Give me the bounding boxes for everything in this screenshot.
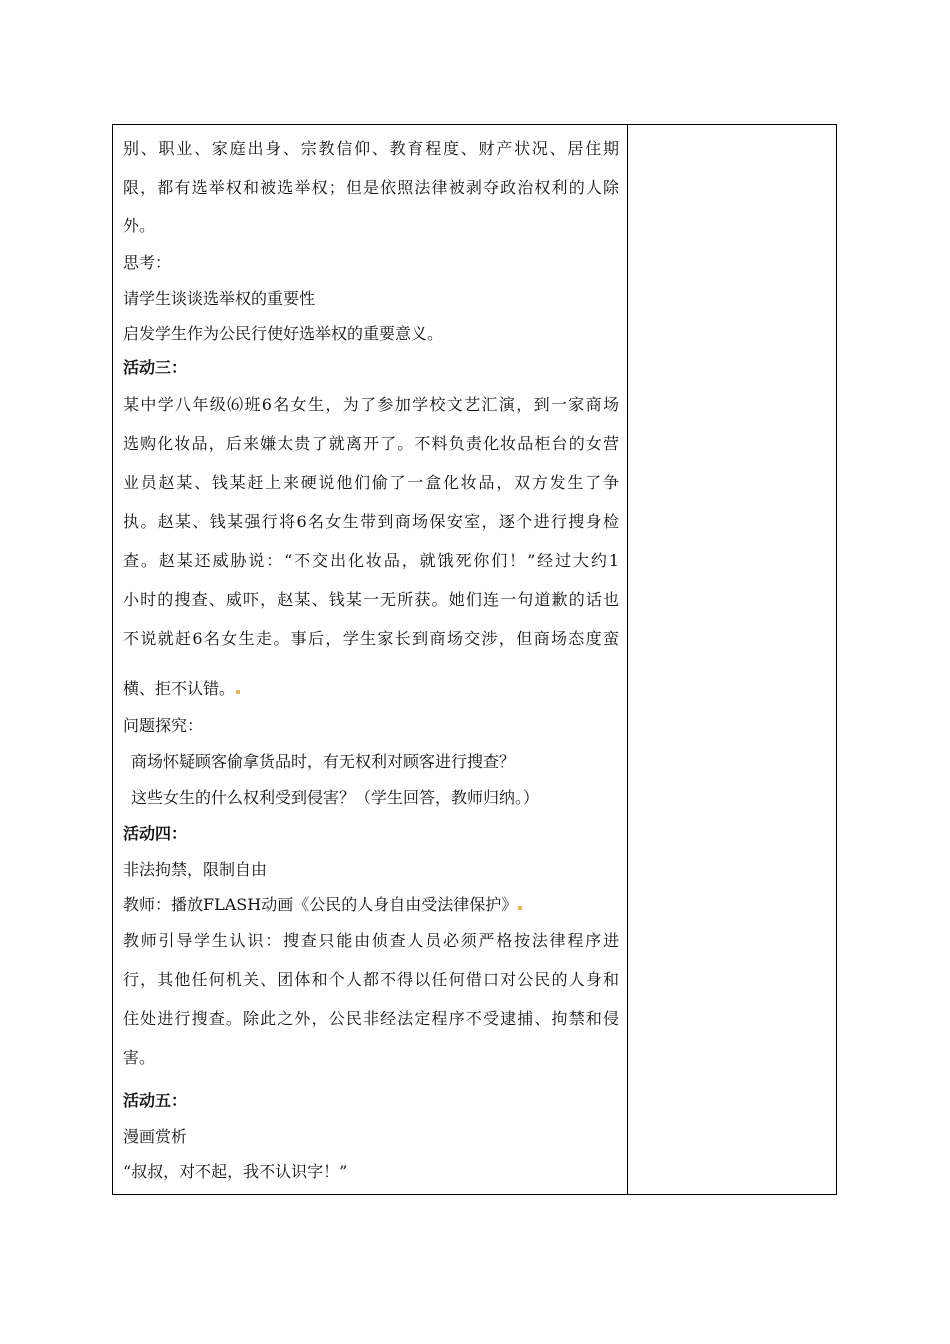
section-heading-activity-4: 活动四： — [123, 824, 188, 843]
main-content-cell — [123, 125, 623, 1194]
text-line: 漫画赏析 — [123, 1127, 188, 1146]
text-line: 选购化妆品，后来嫌太贵了就离开了。不料负责化妆品柜台的女营 — [123, 434, 619, 453]
highlight-mark — [518, 906, 522, 910]
text-line: 教师引导学生认识：搜查只能由侦查人员必须严格按法律程序进 — [123, 931, 619, 950]
text-line: 不说就赶6名女生走。事后，学生家长到商场交涉，但商场态度蛮 — [123, 629, 619, 648]
text-line: 某中学八年级⑹班6名女生，为了参加学校文艺汇演，到一家商场 — [123, 395, 619, 414]
text-line: 别、职业、家庭出身、宗教信仰、教育程度、财产状况、居住期 — [123, 139, 619, 158]
section-heading-activity-5: 活动五： — [123, 1091, 188, 1110]
text-line: 查。赵某还威胁说：“不交出化妆品，就饿死你们！”经过大约1 — [123, 551, 619, 570]
text-line: 商场怀疑顾客偷拿货品时，有无权利对顾客进行搜查？ — [131, 752, 516, 771]
lesson-table — [112, 124, 837, 1195]
text-line: 思考： — [123, 253, 172, 272]
text-line: “叔叔，对不起，我不认识字！” — [123, 1162, 348, 1181]
text-span: 教师：播放FLASH动画《公民的人身自由受法律保护》 — [123, 895, 518, 914]
column-divider — [627, 125, 628, 1194]
text-line: 行，其他任何机关、团体和个人都不得以任何借口对公民的人身和 — [123, 970, 619, 989]
text-line: 外。 — [123, 216, 156, 235]
text-line: 非法拘禁，限制自由 — [123, 860, 268, 879]
section-heading-activity-3: 活动三： — [123, 358, 188, 377]
text-line: 业员赵某、钱某赶上来硬说他们偷了一盒化妆品，双方发生了争 — [123, 473, 619, 492]
text-line — [123, 679, 241, 699]
text-line: 限，都有选举权和被选举权；但是依照法律被剥夺政治权利的人除 — [123, 178, 619, 197]
text-line: 小时的搜查、威吓，赵某、钱某一无所获。她们连一句道歉的话也 — [123, 590, 619, 609]
text-line: 住处进行搜查。除此之外，公民非经法定程序不受逮捕、拘禁和侵 — [123, 1009, 619, 1028]
text-line: 问题探究： — [123, 716, 204, 735]
text-line: 请学生谈谈选举权的重要性 — [123, 289, 316, 308]
text-line: 执。赵某、钱某强行将6名女生带到商场保安室，逐个进行搜身检 — [123, 512, 619, 531]
text-line — [123, 895, 523, 915]
text-line: 启发学生作为公民行使好选举权的重要意义。 — [123, 324, 444, 343]
highlight-mark — [236, 690, 240, 694]
text-line: 害。 — [123, 1048, 156, 1067]
text-line: 这些女生的什么权利受到侵害？（学生回答，教师归纳。） — [131, 788, 540, 807]
text-span: 横、拒不认错。 — [123, 679, 236, 698]
